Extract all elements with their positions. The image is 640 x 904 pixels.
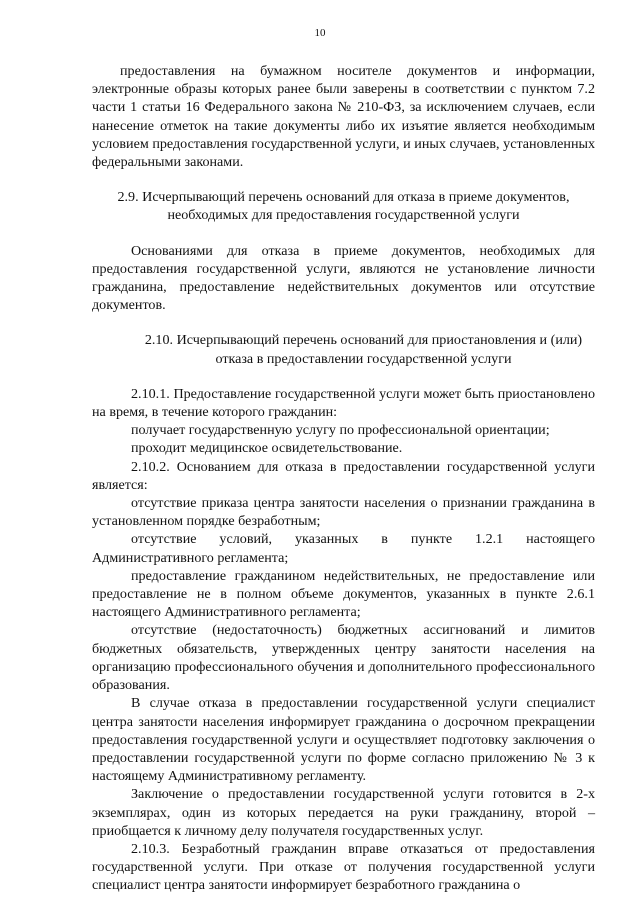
section-heading-2-9: 2.9. Исчерпывающий перечень оснований для отказа в приеме документов, необходимых для предоставления государственной услуги [117, 189, 570, 224]
list-item: отсутствие (недостаточность) бюджетных ассигнований и лимитов бюджетных обязательств, утвержденных центру занятости населения на организацию профессионального обучения и дополнительного профессионального образования. [92, 622, 595, 694]
paragraph-refusal-grounds: Основаниями для отказа в приеме документов, необходимых для предоставления государственной услуги, являются не установление личности гражданина, предоставление недействительных документов или отсутствие документов. [92, 242, 595, 314]
paragraph-refusal-case: В случае отказа в предоставлении государственной услуги специалист центра занятости населения информирует гражданина о досрочном прекращении предоставления государственной услуги и осуществляет подготовку заключения о предоставлении государственной услуги по форме согласно приложению № 3 к настоящему Административному регламенту. [92, 695, 595, 785]
paragraph-2-10-2: 2.10.2. Основанием для отказа в предоставлении государственной услуги является: [92, 458, 595, 493]
paragraph-conclusion: Заключение о предоставлении государственной услуги готовится в 2-х экземплярах, один из которых передается на руки гражданину, второй – приобщается к личному делу получателя государственных услуг. [92, 786, 595, 839]
list-item: проходит медицинское освидетельствование. [131, 440, 403, 457]
list-item: отсутствие приказа центра занятости населения о признании гражданина в установленном порядке безработным; [92, 495, 595, 530]
list-item: предоставление гражданином недействительных, не предоставление или предоставление не в полном объеме документов, указанных в пункте 2.6.1 настоящего Административного регламента; [92, 567, 595, 621]
page-number: 10 [314, 27, 326, 39]
paragraph-2-10-1: 2.10.1. Предоставление государственной услуги может быть приостановлено на время, в течение которого гражданин: [92, 385, 595, 421]
document-body [92, 62, 595, 895]
paragraph-continuation: предоставления на бумажном носителе документов и информации, электронные образы которых ранее были заверены в соответствии с пунктом 7.2 части 1 статьи 16 Федерального закона № 210-ФЗ, за исключением случаев, если нанесение отметок на такие документы либо их изъятие является необходимым условием предоставления государственной услуги, и иных случаев, установленных федеральными законами. [92, 63, 595, 171]
list-item: отсутствие условий, указанных в пункте 1.2.1 настоящего Административного регламента; [92, 531, 595, 566]
section-heading-2-10: 2.10. Исчерпывающий перечень оснований для приостановления и (или) отказа в предоставлении государственной услуги [144, 332, 583, 367]
paragraph-2-10-3: 2.10.3. Безработный гражданин вправе отказаться от предоставления государственной услуги. При отказе от получения государственной услуги специалист центра занятости информирует безработного гражданина о [92, 840, 595, 894]
list-item: получает государственную услугу по профессиональной ориентации; [131, 422, 550, 439]
